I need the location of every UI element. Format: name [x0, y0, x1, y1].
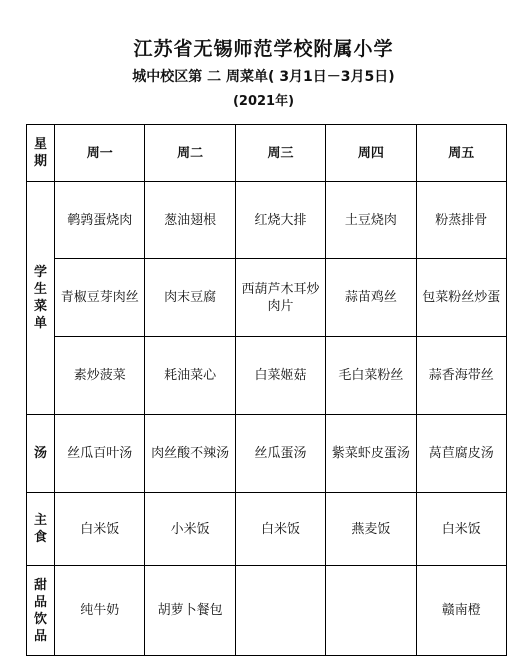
- dish-cell: 耗油菜心: [145, 337, 235, 415]
- dish-cell: 西葫芦木耳炒肉片: [235, 259, 325, 337]
- soup-cell: 丝瓜百叶汤: [55, 415, 145, 493]
- day-header-tue: 周二: [145, 125, 235, 182]
- header-row: [27, 125, 507, 182]
- dish-cell: 肉末豆腐: [145, 259, 235, 337]
- soup-cell: 丝瓜蛋汤: [235, 415, 325, 493]
- soup-section-label: 汤: [27, 415, 55, 493]
- student-dish-row-3: [27, 337, 507, 415]
- menu-subtitle: 城中校区第 二 周菜单( 3月1日－3月5日): [132, 69, 395, 85]
- dish-cell: 蒜香海带丝: [416, 337, 506, 415]
- staple-cell: 燕麦饭: [326, 493, 416, 566]
- student-dish-row-1: [27, 182, 507, 259]
- soup-cell: 肉丝酸不辣汤: [145, 415, 235, 493]
- staple-row: [27, 493, 507, 566]
- dessert-cell: 赣南橙: [416, 566, 506, 656]
- school-title: 江苏省无锡师范学校附属小学: [133, 38, 394, 60]
- day-header-wed: 周三: [235, 125, 325, 182]
- day-header-fri: 周五: [416, 125, 506, 182]
- menu-year: (2021年): [232, 94, 295, 109]
- dessert-cell: [235, 566, 325, 656]
- dish-cell: 蒜苗鸡丝: [326, 259, 416, 337]
- day-header-thu: 周四: [326, 125, 416, 182]
- dish-cell: 白菜姬菇: [235, 337, 325, 415]
- dish-cell: 鹌鹑蛋烧肉: [55, 182, 145, 259]
- dish-cell: 青椒豆芽肉丝: [55, 259, 145, 337]
- dessert-row: [27, 566, 507, 656]
- staple-section-label: 主食: [27, 493, 55, 566]
- dish-cell: 红烧大排: [235, 182, 325, 259]
- dish-cell: 土豆烧肉: [326, 182, 416, 259]
- student-dish-row-2: [27, 259, 507, 337]
- staple-cell: 小米饭: [145, 493, 235, 566]
- dish-cell: 葱油翅根: [145, 182, 235, 259]
- weekday-corner-cell: 星期: [27, 125, 55, 182]
- staple-cell: 白米饭: [416, 493, 506, 566]
- dessert-cell: [326, 566, 416, 656]
- dish-cell: 粉蒸排骨: [416, 182, 506, 259]
- dessert-cell: 纯牛奶: [55, 566, 145, 656]
- staple-cell: 白米饭: [55, 493, 145, 566]
- soup-cell: 紫菜虾皮蛋汤: [326, 415, 416, 493]
- weekly-menu-table: [26, 124, 507, 656]
- staple-cell: 白米饭: [235, 493, 325, 566]
- day-header-mon: 周一: [55, 125, 145, 182]
- dessert-section-label: 甜品饮品: [27, 566, 55, 656]
- dish-cell: 毛白菜粉丝: [326, 337, 416, 415]
- dish-cell: 素炒菠菜: [55, 337, 145, 415]
- dish-cell: 包菜粉丝炒蛋: [416, 259, 506, 337]
- soup-row: [27, 415, 507, 493]
- student-menu-section-label: 学生菜单: [27, 182, 55, 415]
- dessert-cell: 胡萝卜餐包: [145, 566, 235, 656]
- soup-cell: 莴苣腐皮汤: [416, 415, 506, 493]
